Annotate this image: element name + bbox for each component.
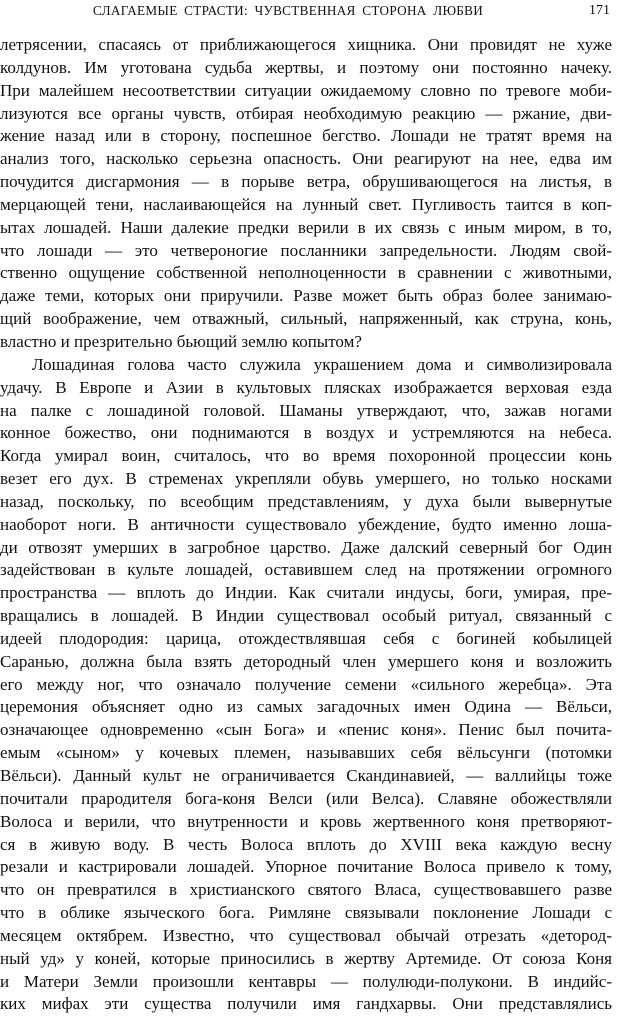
text-line: даже теми, которых они приручили. Разве может быть образ более занимаю- — [0, 286, 612, 306]
text-line: вращались в лошадей. В Индии существовал особый ритуал, связанный с — [0, 606, 612, 626]
text-line: наоборот ноги. В античности существовало убеждение, будто именно лоша- — [0, 514, 612, 534]
text-line: ди отвозят умерших в загробное царство. Даже далский северный бог Один — [0, 537, 612, 557]
page-number: 171 — [589, 3, 610, 18]
text-line: пространства — вплоть до Индии. Как считали индусы, боги, умирая, пре- — [0, 583, 612, 603]
text-line: задействован в культе лошадей, оставившем след на протяжении огромного — [0, 560, 612, 580]
text-line: жение назад или в сторону, поспешное бегство. Лошади не тратят время на — [0, 126, 612, 146]
text-line: мерцающей тени, наслаивающейся на лунный свет. Пугливость таится в коп- — [0, 194, 612, 214]
text-line: колдунов. Им уготована судьба жертвы, и поэтому они постоянно начеку. — [0, 57, 612, 77]
paragraph — [0, 354, 612, 1016]
text-line: на палке с лошадиной головой. Шаманы утверждают, что, зажав ногами — [0, 400, 612, 420]
text-line: анализ того, насколько серьезна опасность. Они реагируют на нее, едва им — [0, 149, 612, 169]
text-line: и Матери Земли произошли кентавры — полулюди-полукони. В индийс- — [0, 971, 612, 991]
text-line: назад, поскольку, по всеобщим представлениям, у духа были вывернутые — [0, 491, 612, 511]
body-text — [0, 34, 612, 1016]
text-line: почудится дисгармония — в порыве ветра, обрушивающегося на листья, в — [0, 172, 612, 192]
text-line: что лошади — это четвероногие посланники запредельности. Людям свой- — [0, 240, 612, 260]
text-line: месяцем октябрем. Известно, что существовал обычай отрезать «детород- — [0, 925, 612, 945]
text-line: что в облике языческого бога. Римляне связывали поклонение Лошади с — [0, 903, 612, 923]
text-line: При малейшем несоответствии ситуации ожидаемому словно по тревоге моби- — [0, 80, 612, 100]
text-line: удачу. В Европе и Азии в культовых плясках изображается верховая езда — [0, 377, 612, 397]
text-line: лизуются все органы чувств, отбирая необходимую реакцию — ржание, дви- — [0, 103, 612, 123]
text-line: означающее одновременно «сын Бога» и «пенис коня». Пенис был почита- — [0, 720, 612, 740]
text-line: его между ног, что означало получение семени «сильного жеребца». Эта — [0, 674, 612, 694]
text-line: щий воображение, чем отважный, сильный, напряженный, как струна, конь, — [0, 309, 612, 329]
text-line: везет его дух. В стременах укрепляли обувь умершего, но только носками — [0, 469, 612, 489]
running-title: СЛАГАЕМЫЕ СТРАСТИ: ЧУВСТВЕННАЯ СТОРОНА ЛЮБВИ — [92, 3, 484, 18]
text-line: властно и презрительно бьющий землю копытом? — [0, 331, 362, 351]
text-line: емым «сыном» у кочевых племен, называвших себя вёльсунги (потомки — [0, 743, 612, 763]
text-line: летрясении, спасаясь от приближающегося хищника. Они провидят не хуже — [0, 35, 612, 54]
text-line: Волоса и верили, что внутренности и кровь жертвенного коня претворяют- — [0, 811, 612, 831]
page-header — [14, 3, 612, 23]
text-line: что он превратился в христианского святого Власа, существовавшего разве — [0, 880, 612, 900]
text-line: Когда умирал воин, считалось, что во время похоронной процессии конь — [0, 446, 612, 466]
text-line: конное божество, они поднимаются в воздух и устремляются на небеса. — [0, 423, 612, 443]
text-line: Лошадиная голова часто служила украшением дома и символизировала — [32, 354, 612, 374]
text-line: ственно ощущение собственной неполноценности в сравнении с животными, — [0, 263, 612, 283]
text-line: почитали прародителя бога-коня Велси (или Велса). Славяне обожествляли — [0, 788, 612, 808]
text-line: Саранью, должна была взять детородный член умершего коня и возложить — [0, 651, 612, 671]
text-line: церемония объясняет одно из самых загадочных имен Одина — Вёльси, — [0, 697, 612, 717]
text-line: ный уд» у коней, которые приносились в жертву Артемиде. От союза Коня — [0, 948, 612, 968]
text-line: ких мифах эти существа получили имя гандхарвы. Они представлялись — [0, 994, 612, 1014]
text-line: идеей плодородия: царица, отождествлявшая себя с богиней кобылицей — [0, 628, 612, 648]
text-line: ся в живую воду. В честь Волоса вплоть до XVIII века каждую весну — [0, 834, 612, 854]
text-line: резали и кастрировали лошадей. Упорное почитание Волоса привело к тому, — [0, 857, 612, 877]
paragraph — [0, 34, 612, 354]
text-line: ытах лошадей. Наши далекие предки верили в их связь с иным миром, в то, — [0, 217, 612, 237]
text-line: Вёльси). Данный культ не ограничивается Скандинавией, — валлийцы тоже — [0, 766, 612, 785]
